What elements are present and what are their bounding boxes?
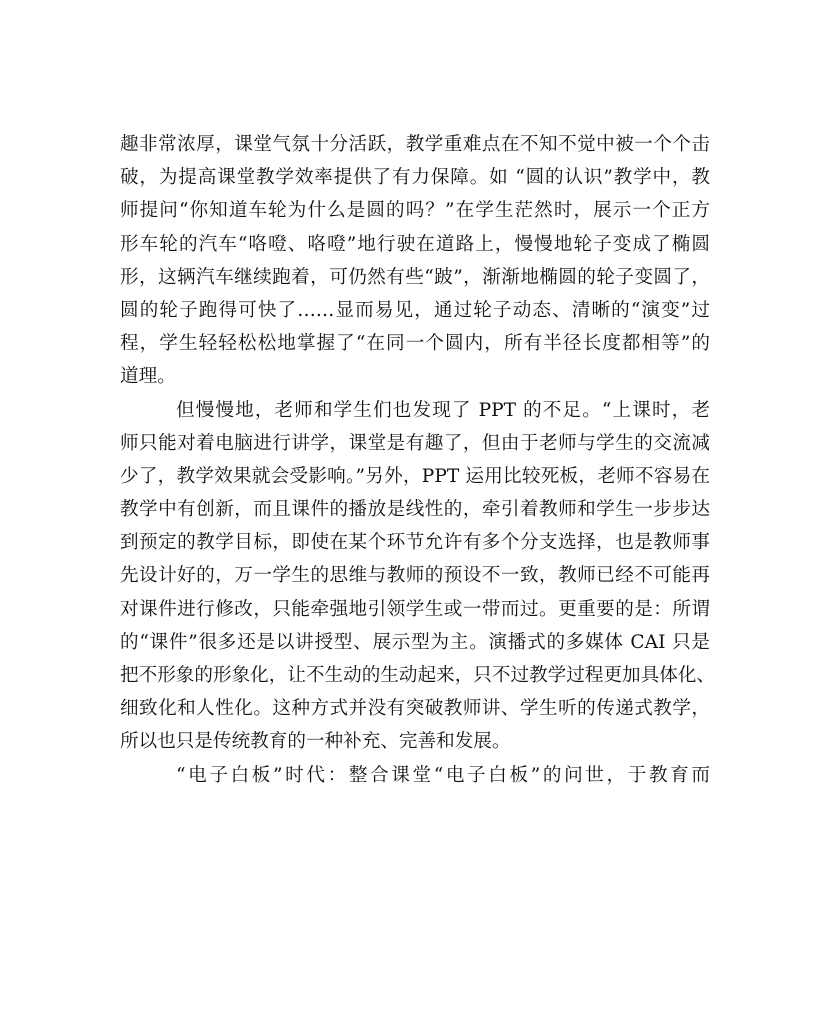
paragraph-line: 师只能对着电脑进行讲学，课堂是有趣了，但由于老师与学生的交流减: [120, 432, 710, 454]
paragraph-line: 教学中有创新，而且课件的播放是线性的，牵引着教师和学生一步步达: [120, 499, 710, 521]
paragraph-line: 形，这辆汽车继续跑着，可仍然有些“跛”，渐渐地椭圆的轮子变圆了，: [120, 266, 710, 288]
paragraph-first-line: 但慢慢地，老师和学生们也发现了 PPT 的不足。“上课时，老: [176, 399, 710, 421]
paragraph-line: 趣非常浓厚，课堂气氛十分活跃，教学重难点在不知不觉中被一个个击: [120, 134, 710, 155]
paragraph-line: 师提问“你知道车轮为什么是圆的吗？”在学生茫然时，展示一个正方: [120, 200, 710, 222]
paragraph-line: 形车轮的汽车“咯噔、咯噔”地行驶在道路上，慢慢地轮子变成了椭圆: [120, 233, 710, 255]
paragraph-line: 圆的轮子跑得可快了……显而易见，通过轮子动态、清晰的“演变”过: [120, 299, 710, 321]
paragraph-line: 把不形象的形象化，让不生动的生动起来，只不过教学过程更加具体化、: [120, 665, 716, 686]
paragraph-last-line: 道理。: [120, 366, 176, 388]
paragraph-last-line: 所以也只是传统教育的一种补充、完善和发展。: [120, 731, 511, 753]
paragraph-line: 对课件进行修改，只能牵强地引领学生或一带而过。更重要的是：所谓: [120, 598, 710, 620]
paragraph-first-line: “电子白板”时代：整合课堂“电子白板”的问世，于教育而: [176, 764, 710, 786]
body-text: [120, 128, 716, 792]
paragraph-line: 细致化和人性化。这种方式并没有突破教师讲、学生听的传递式教学，: [120, 698, 710, 720]
paragraph-line: 程，学生轻轻松松地掌握了“在同一个圆内，所有半径长度都相等”的: [120, 333, 710, 355]
paragraph-line: 到预定的教学目标，即使在某个环节允许有多个分支选择，也是教师事: [120, 532, 710, 554]
paragraph-line: 少了，教学效果就会受影响。”另外，PPT 运用比较死板，老师不容易在: [120, 465, 710, 487]
paragraph-line: 破，为提高课堂教学效率提供了有力保障。如 “圆的认识”教学中，教: [120, 167, 710, 189]
paragraph-line: 先设计好的，万一学生的思维与教师的预设不一致，教师已经不可能再: [120, 565, 710, 587]
paragraph-line: 的“课件”很多还是以讲授型、展示型为主。演播式的多媒体 CAI 只是: [120, 631, 710, 653]
